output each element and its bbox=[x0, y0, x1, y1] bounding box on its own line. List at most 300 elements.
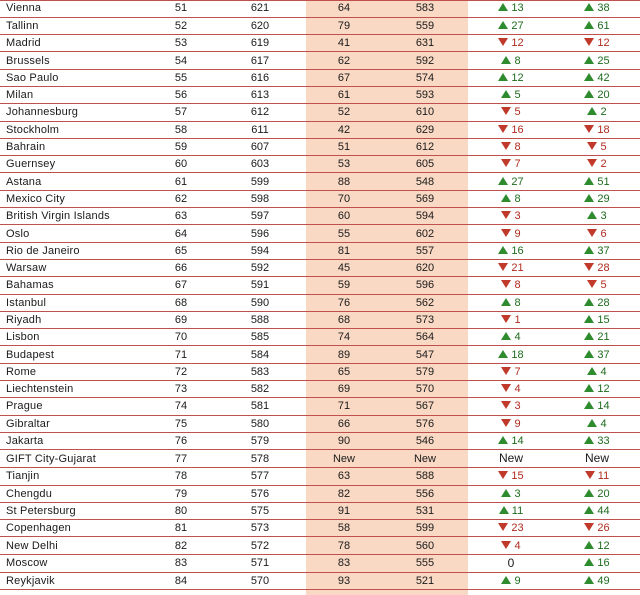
previous-rating-cell: 564 bbox=[382, 329, 468, 346]
previous-rating-cell: 560 bbox=[382, 537, 468, 554]
centre-name-cell: Stockholm bbox=[0, 121, 148, 138]
rating-change-cell bbox=[554, 52, 640, 69]
previous-rank-cell: 79 bbox=[306, 17, 382, 34]
change-value: 2 bbox=[600, 106, 607, 119]
rating-cell: 588 bbox=[214, 311, 306, 328]
rank-change-cell bbox=[468, 17, 554, 34]
previous-rank-cell: 42 bbox=[306, 121, 382, 138]
rank-cell: 63 bbox=[148, 208, 214, 225]
previous-rating-cell: 596 bbox=[382, 277, 468, 294]
change-value: 8 bbox=[514, 279, 521, 292]
rank-change-cell bbox=[468, 225, 554, 242]
rating-change-cell bbox=[554, 0, 640, 17]
up-arrow-icon bbox=[498, 246, 508, 254]
rank-change-cell bbox=[468, 259, 554, 276]
up-arrow-icon bbox=[584, 489, 594, 497]
table-row bbox=[0, 537, 640, 554]
rank-change-cell bbox=[468, 572, 554, 589]
centre-name-cell: New Delhi bbox=[0, 537, 148, 554]
rating-cell: 585 bbox=[214, 329, 306, 346]
centre-name-cell: British Virgin Islands bbox=[0, 208, 148, 225]
table-row bbox=[0, 363, 640, 380]
rank-change-cell bbox=[468, 485, 554, 502]
change-value: 4 bbox=[514, 539, 521, 552]
up-arrow-icon bbox=[584, 177, 594, 185]
down-arrow-icon bbox=[501, 211, 511, 219]
down-arrow-icon bbox=[584, 523, 594, 531]
rank-change-cell bbox=[468, 554, 554, 572]
rating-change-cell bbox=[554, 415, 640, 432]
previous-rank-cell: 64 bbox=[306, 0, 382, 17]
rating-change-cell bbox=[554, 537, 640, 554]
up-arrow-icon bbox=[498, 21, 508, 29]
previous-rank-cell: 82 bbox=[306, 485, 382, 502]
table-row bbox=[0, 225, 640, 242]
rank-cell: 82 bbox=[148, 537, 214, 554]
rating-change-cell bbox=[554, 502, 640, 519]
rating-cell: 577 bbox=[214, 468, 306, 485]
change-value: 14 bbox=[511, 435, 524, 448]
rank-change-cell bbox=[468, 121, 554, 138]
previous-rating-cell: 612 bbox=[382, 138, 468, 155]
centre-name-cell: Istanbul bbox=[0, 294, 148, 311]
table-row bbox=[0, 572, 640, 589]
previous-rank-cell: 91 bbox=[306, 502, 382, 519]
previous-rank-cell: 90 bbox=[306, 432, 382, 449]
change-value: 3 bbox=[514, 487, 521, 500]
centre-name-cell: Reykjavik bbox=[0, 572, 148, 589]
rank-cell: 54 bbox=[148, 52, 214, 69]
down-arrow-icon bbox=[498, 471, 508, 479]
previous-rank-cell: New bbox=[306, 450, 382, 468]
rating-cell: 582 bbox=[214, 381, 306, 398]
change-value: 11 bbox=[511, 504, 524, 517]
previous-rating-cell: 521 bbox=[382, 572, 468, 589]
change-value: 7 bbox=[514, 158, 521, 171]
rank-cell: 69 bbox=[148, 311, 214, 328]
rank-cell: 58 bbox=[148, 121, 214, 138]
rating-cell: 583 bbox=[214, 363, 306, 380]
rank-change-cell bbox=[468, 363, 554, 380]
rank-change-cell bbox=[468, 502, 554, 519]
rank-cell: 62 bbox=[148, 190, 214, 207]
down-arrow-icon bbox=[501, 401, 511, 409]
rating-change-cell bbox=[554, 69, 640, 86]
centre-name-cell: Brussels bbox=[0, 52, 148, 69]
up-arrow-icon bbox=[584, 576, 594, 584]
rank-cell: 65 bbox=[148, 242, 214, 259]
rank-cell: 83 bbox=[148, 554, 214, 572]
centre-name-cell: Tianjin bbox=[0, 468, 148, 485]
previous-rank-cell: 41 bbox=[306, 35, 382, 52]
change-value: 21 bbox=[597, 331, 610, 344]
rating-change-cell bbox=[554, 173, 640, 190]
up-arrow-icon bbox=[501, 90, 511, 98]
previous-rating-cell: 547 bbox=[382, 346, 468, 363]
down-arrow-icon bbox=[584, 263, 594, 271]
previous-rank-cell: 45 bbox=[306, 259, 382, 276]
rank-cell: 68 bbox=[148, 294, 214, 311]
centre-name-cell: Astana bbox=[0, 173, 148, 190]
change-value: 4 bbox=[600, 365, 607, 378]
change-value: 3 bbox=[514, 400, 521, 413]
table-row bbox=[0, 86, 640, 103]
previous-rank-cell: 51 bbox=[306, 138, 382, 155]
table-row bbox=[0, 450, 640, 468]
change-value: 2 bbox=[600, 158, 607, 171]
centre-name-cell: Vienna bbox=[0, 0, 148, 17]
rank-change-cell bbox=[468, 190, 554, 207]
previous-rating-cell: New bbox=[382, 450, 468, 468]
rating-cell: 598 bbox=[214, 190, 306, 207]
table-row bbox=[0, 468, 640, 485]
up-arrow-icon bbox=[584, 436, 594, 444]
previous-rank-cell: 83 bbox=[306, 554, 382, 572]
rank-change-cell bbox=[468, 156, 554, 173]
centre-name-cell: Bahamas bbox=[0, 277, 148, 294]
rank-change-cell bbox=[468, 346, 554, 363]
down-arrow-icon bbox=[501, 384, 511, 392]
rating-change-cell bbox=[554, 104, 640, 121]
rank-cell: 53 bbox=[148, 35, 214, 52]
rank-cell: 55 bbox=[148, 69, 214, 86]
previous-rank-cell: 53 bbox=[306, 156, 382, 173]
table-row bbox=[0, 138, 640, 155]
change-value: 12 bbox=[597, 539, 610, 552]
centre-name-cell: Budapest bbox=[0, 346, 148, 363]
previous-rating-cell: 599 bbox=[382, 520, 468, 537]
centre-name-cell: Johannesburg bbox=[0, 104, 148, 121]
rating-change-cell bbox=[554, 121, 640, 138]
down-arrow-icon bbox=[501, 419, 511, 427]
down-arrow-icon bbox=[587, 229, 597, 237]
change-value: 25 bbox=[597, 54, 610, 67]
rank-change-cell bbox=[468, 311, 554, 328]
centre-name-cell: Riyadh bbox=[0, 311, 148, 328]
change-value: 14 bbox=[597, 400, 610, 413]
up-arrow-icon bbox=[498, 350, 508, 358]
table-row bbox=[0, 190, 640, 207]
previous-rating-cell: 629 bbox=[382, 121, 468, 138]
change-value: 37 bbox=[597, 244, 610, 257]
change-value: 5 bbox=[514, 89, 521, 102]
previous-rank-cell: 69 bbox=[306, 381, 382, 398]
rank-change-cell bbox=[468, 69, 554, 86]
rank-cell: 75 bbox=[148, 415, 214, 432]
rank-change-cell bbox=[468, 86, 554, 103]
rating-cell: 617 bbox=[214, 52, 306, 69]
rank-cell: 52 bbox=[148, 17, 214, 34]
change-value: 42 bbox=[597, 71, 610, 84]
rank-cell: 74 bbox=[148, 398, 214, 415]
rank-change-cell bbox=[468, 450, 554, 468]
rank-change-cell bbox=[468, 138, 554, 155]
rank-change-cell bbox=[468, 432, 554, 449]
previous-rating-cell: 548 bbox=[382, 173, 468, 190]
rank-change-cell bbox=[468, 294, 554, 311]
change-value: 5 bbox=[600, 279, 607, 292]
rank-change-cell bbox=[468, 0, 554, 17]
centre-name-cell: Moscow bbox=[0, 554, 148, 572]
previous-rating-cell: 557 bbox=[382, 242, 468, 259]
rank-cell: 60 bbox=[148, 156, 214, 173]
down-arrow-icon bbox=[501, 142, 511, 150]
previous-rating-cell: 574 bbox=[382, 69, 468, 86]
rating-cell: 570 bbox=[214, 572, 306, 589]
down-arrow-icon bbox=[584, 125, 594, 133]
centre-name-cell: GIFT City-Gujarat bbox=[0, 450, 148, 468]
up-arrow-icon bbox=[501, 194, 511, 202]
table-row bbox=[0, 432, 640, 449]
change-value: 51 bbox=[597, 175, 610, 188]
rank-cell: 66 bbox=[148, 259, 214, 276]
rating-change-cell bbox=[554, 363, 640, 380]
down-arrow-icon bbox=[501, 107, 511, 115]
up-arrow-icon bbox=[584, 506, 594, 514]
rank-cell: 78 bbox=[148, 468, 214, 485]
down-arrow-icon bbox=[501, 367, 511, 375]
rank-cell: 70 bbox=[148, 329, 214, 346]
rating-cell: 579 bbox=[214, 432, 306, 449]
up-arrow-icon bbox=[584, 384, 594, 392]
table-row bbox=[0, 294, 640, 311]
up-arrow-icon bbox=[584, 315, 594, 323]
table-row bbox=[0, 329, 640, 346]
table-row bbox=[0, 554, 640, 572]
rating-change-cell bbox=[554, 311, 640, 328]
rank-cell: 51 bbox=[148, 0, 214, 17]
previous-rank-cell: 74 bbox=[306, 329, 382, 346]
previous-rating-cell: 555 bbox=[382, 554, 468, 572]
change-value: 21 bbox=[511, 262, 524, 275]
rating-cell: 575 bbox=[214, 502, 306, 519]
up-arrow-icon bbox=[584, 73, 594, 81]
rating-change-cell bbox=[554, 346, 640, 363]
down-arrow-icon bbox=[498, 38, 508, 46]
previous-rank-cell: 59 bbox=[306, 277, 382, 294]
up-arrow-icon bbox=[584, 350, 594, 358]
rating-cell: 599 bbox=[214, 173, 306, 190]
previous-rating-cell: 594 bbox=[382, 208, 468, 225]
centre-name-cell: St Petersburg bbox=[0, 502, 148, 519]
table-row bbox=[0, 277, 640, 294]
up-arrow-icon bbox=[498, 73, 508, 81]
rating-cell: 576 bbox=[214, 485, 306, 502]
previous-rating-cell: 610 bbox=[382, 104, 468, 121]
previous-rating-cell: 588 bbox=[382, 468, 468, 485]
down-arrow-icon bbox=[501, 280, 511, 288]
previous-rating-cell: 569 bbox=[382, 190, 468, 207]
rank-change-cell bbox=[468, 537, 554, 554]
change-value: 8 bbox=[514, 54, 521, 67]
rating-change-cell bbox=[554, 398, 640, 415]
centre-name-cell: Chengdu bbox=[0, 485, 148, 502]
centre-name-cell: Guernsey bbox=[0, 156, 148, 173]
rating-cell: 572 bbox=[214, 537, 306, 554]
rank-change-cell bbox=[468, 104, 554, 121]
previous-rank-cell: 67 bbox=[306, 69, 382, 86]
rating-cell: 590 bbox=[214, 294, 306, 311]
rank-cell: 64 bbox=[148, 225, 214, 242]
previous-rating-cell: 531 bbox=[382, 502, 468, 519]
change-value: 9 bbox=[514, 417, 521, 430]
down-arrow-icon bbox=[587, 280, 597, 288]
rank-change-cell bbox=[468, 381, 554, 398]
centre-name-cell: Lisbon bbox=[0, 329, 148, 346]
change-value: 18 bbox=[511, 348, 524, 361]
down-arrow-icon bbox=[501, 315, 511, 323]
previous-rank-cell: 89 bbox=[306, 346, 382, 363]
up-arrow-icon bbox=[498, 3, 508, 11]
previous-rating-cell: 559 bbox=[382, 17, 468, 34]
change-value: 13 bbox=[511, 2, 524, 15]
change-value: 16 bbox=[511, 244, 524, 257]
rank-change-cell bbox=[468, 468, 554, 485]
change-value: 44 bbox=[597, 504, 610, 517]
change-value: 33 bbox=[597, 435, 610, 448]
rating-cell: 603 bbox=[214, 156, 306, 173]
table-row bbox=[0, 0, 640, 17]
previous-rating-cell: 567 bbox=[382, 398, 468, 415]
up-arrow-icon bbox=[584, 332, 594, 340]
previous-rank-cell: 60 bbox=[306, 208, 382, 225]
previous-rank-cell: 61 bbox=[306, 86, 382, 103]
change-value: 4 bbox=[514, 383, 521, 396]
change-value: New bbox=[584, 451, 609, 466]
up-arrow-icon bbox=[501, 489, 511, 497]
rank-change-cell bbox=[468, 242, 554, 259]
table-row bbox=[0, 173, 640, 190]
change-value: 28 bbox=[597, 296, 610, 309]
table-row bbox=[0, 208, 640, 225]
rating-cell: 571 bbox=[214, 554, 306, 572]
up-arrow-icon bbox=[584, 541, 594, 549]
previous-rating-cell: 570 bbox=[382, 381, 468, 398]
up-arrow-icon bbox=[587, 367, 597, 375]
centre-name-cell: Rome bbox=[0, 363, 148, 380]
down-arrow-icon bbox=[498, 125, 508, 133]
rank-change-cell bbox=[468, 35, 554, 52]
centre-name-cell: Copenhagen bbox=[0, 520, 148, 537]
change-value: 12 bbox=[511, 37, 524, 50]
up-arrow-icon bbox=[501, 576, 511, 584]
rating-cell: 581 bbox=[214, 398, 306, 415]
rating-change-cell bbox=[554, 35, 640, 52]
change-value: 16 bbox=[511, 123, 524, 136]
previous-rating-cell: 620 bbox=[382, 259, 468, 276]
change-value: 3 bbox=[600, 210, 607, 223]
previous-rank-cell: 52 bbox=[306, 104, 382, 121]
change-value: 49 bbox=[597, 574, 610, 587]
table-row bbox=[0, 35, 640, 52]
rank-change-cell bbox=[468, 277, 554, 294]
change-value: 20 bbox=[597, 487, 610, 500]
change-value: 38 bbox=[597, 2, 610, 15]
rating-cell: 612 bbox=[214, 104, 306, 121]
table-row bbox=[0, 346, 640, 363]
down-arrow-icon bbox=[501, 541, 511, 549]
rating-change-cell bbox=[554, 432, 640, 449]
rank-change-cell bbox=[468, 415, 554, 432]
rating-cell: 594 bbox=[214, 242, 306, 259]
rank-change-cell bbox=[468, 52, 554, 69]
rating-cell: 580 bbox=[214, 415, 306, 432]
previous-rating-cell: 583 bbox=[382, 0, 468, 17]
rank-cell: 76 bbox=[148, 432, 214, 449]
previous-rank-cell: 58 bbox=[306, 520, 382, 537]
table-row bbox=[0, 415, 640, 432]
previous-rating-cell: 546 bbox=[382, 432, 468, 449]
down-arrow-icon bbox=[584, 38, 594, 46]
down-arrow-icon bbox=[501, 229, 511, 237]
centre-name-cell: Mexico City bbox=[0, 190, 148, 207]
table-row bbox=[0, 156, 640, 173]
centre-name-cell: Bahrain bbox=[0, 138, 148, 155]
rating-cell: 596 bbox=[214, 225, 306, 242]
change-value: 9 bbox=[514, 227, 521, 240]
rating-change-cell bbox=[554, 572, 640, 589]
centre-name-cell: Prague bbox=[0, 398, 148, 415]
up-arrow-icon bbox=[584, 298, 594, 306]
change-value: 3 bbox=[514, 210, 521, 223]
previous-rank-cell: 62 bbox=[306, 52, 382, 69]
previous-rating-cell: 631 bbox=[382, 35, 468, 52]
table-row bbox=[0, 381, 640, 398]
rating-cell: 616 bbox=[214, 69, 306, 86]
centre-name-cell: Jakarta bbox=[0, 432, 148, 449]
table-row bbox=[0, 242, 640, 259]
down-arrow-icon bbox=[498, 263, 508, 271]
rating-cell: 597 bbox=[214, 208, 306, 225]
rating-cell: 621 bbox=[214, 0, 306, 17]
rank-change-cell bbox=[468, 208, 554, 225]
up-arrow-icon bbox=[584, 21, 594, 29]
centre-name-cell: Sao Paulo bbox=[0, 69, 148, 86]
rating-change-cell bbox=[554, 554, 640, 572]
change-value: 20 bbox=[597, 89, 610, 102]
rank-change-cell bbox=[468, 398, 554, 415]
centre-name-cell: Milan bbox=[0, 86, 148, 103]
change-value: 7 bbox=[514, 365, 521, 378]
rating-change-cell bbox=[554, 86, 640, 103]
up-arrow-icon bbox=[501, 298, 511, 306]
change-value: 8 bbox=[514, 141, 521, 154]
change-value: 27 bbox=[511, 175, 524, 188]
rank-cell: 67 bbox=[148, 277, 214, 294]
rank-cell: 81 bbox=[148, 520, 214, 537]
centre-name-cell: Gibraltar bbox=[0, 415, 148, 432]
previous-rating-cell: 605 bbox=[382, 156, 468, 173]
rank-change-cell bbox=[468, 329, 554, 346]
down-arrow-icon bbox=[587, 159, 597, 167]
previous-rank-cell: 68 bbox=[306, 311, 382, 328]
previous-rating-cell: 562 bbox=[382, 294, 468, 311]
up-arrow-icon bbox=[584, 401, 594, 409]
centre-name-cell: Tallinn bbox=[0, 17, 148, 34]
up-arrow-icon bbox=[587, 107, 597, 115]
previous-rating-cell: 602 bbox=[382, 225, 468, 242]
rank-cell: 77 bbox=[148, 450, 214, 468]
rating-cell: 578 bbox=[214, 450, 306, 468]
change-value: 29 bbox=[597, 192, 610, 205]
rating-change-cell bbox=[554, 294, 640, 311]
rating-change-cell bbox=[554, 190, 640, 207]
rating-change-cell bbox=[554, 329, 640, 346]
change-value: 8 bbox=[514, 192, 521, 205]
previous-rating-cell: 556 bbox=[382, 485, 468, 502]
rank-cell: 57 bbox=[148, 104, 214, 121]
rank-cell: 80 bbox=[148, 502, 214, 519]
